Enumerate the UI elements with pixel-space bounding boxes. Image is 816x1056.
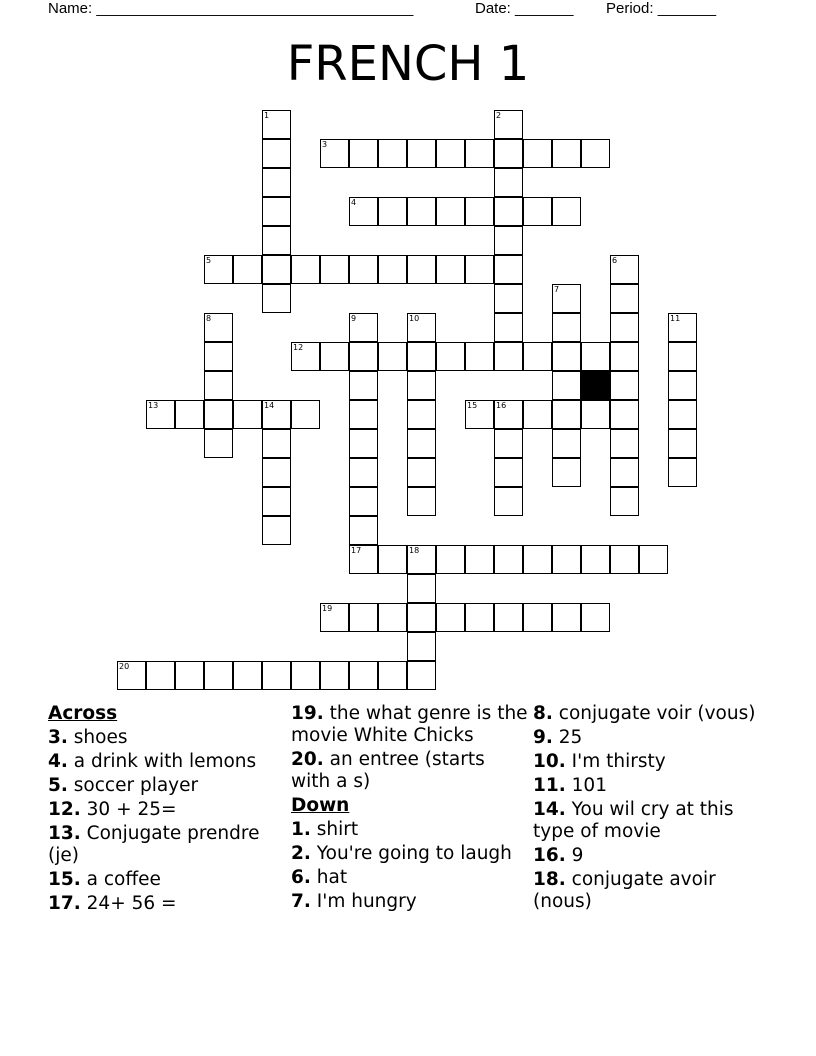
page-title: FRENCH 1 — [286, 36, 530, 92]
clue-text: Conjugate prendre (je) — [48, 823, 260, 866]
grid-cell[interactable] — [552, 429, 581, 458]
grid-cell[interactable] — [204, 255, 233, 284]
grid-cell[interactable] — [407, 603, 436, 632]
clue-text: 101 — [565, 775, 607, 796]
grid-cell[interactable] — [349, 458, 378, 487]
grid-cell[interactable] — [668, 429, 697, 458]
grid-cell[interactable] — [204, 342, 233, 371]
grid-cell[interactable] — [668, 458, 697, 487]
clue-number: 8. — [533, 703, 553, 724]
grid-cell[interactable] — [523, 603, 552, 632]
grid-cell[interactable] — [494, 197, 523, 226]
grid-cell[interactable] — [262, 197, 291, 226]
grid-cell[interactable] — [349, 371, 378, 400]
grid-cell[interactable] — [668, 371, 697, 400]
grid-cell[interactable] — [552, 545, 581, 574]
clue-item — [48, 823, 283, 867]
grid-cell[interactable] — [668, 313, 697, 342]
clue-item — [533, 751, 773, 773]
grid-cell[interactable] — [407, 255, 436, 284]
grid-cell[interactable] — [436, 342, 465, 371]
grid-cell[interactable] — [494, 603, 523, 632]
grid-cell[interactable] — [668, 400, 697, 429]
grid-cell[interactable] — [494, 255, 523, 284]
grid-cell[interactable] — [349, 342, 378, 371]
clue-item — [533, 727, 773, 749]
clue-text: a coffee — [80, 869, 161, 890]
clue-item — [291, 891, 529, 913]
clue-item — [48, 893, 283, 915]
grid-cell[interactable] — [320, 342, 349, 371]
clue-number: 13. — [48, 823, 81, 844]
clue-number-label: 14 — [264, 401, 275, 410]
clue-number-label: 16 — [496, 401, 507, 410]
grid-cell[interactable] — [494, 226, 523, 255]
name-field-label: Name: ______________________________________ — [48, 0, 414, 17]
clue-item — [48, 799, 283, 821]
grid-cell[interactable] — [378, 197, 407, 226]
grid-cell[interactable] — [523, 139, 552, 168]
grid-cell[interactable] — [349, 400, 378, 429]
clue-item — [291, 819, 529, 841]
grid-cell[interactable] — [262, 429, 291, 458]
clue-number-label: 19 — [322, 604, 333, 613]
grid-cell[interactable] — [378, 545, 407, 574]
clue-item — [533, 869, 773, 913]
clue-text: shirt — [310, 819, 359, 840]
grid-cell[interactable] — [552, 458, 581, 487]
clue-item — [48, 869, 283, 891]
down-heading: Down — [291, 795, 350, 816]
clue-text: soccer player — [67, 775, 199, 796]
grid-cell[interactable] — [552, 603, 581, 632]
grid-cell[interactable] — [262, 400, 291, 429]
grid-cell[interactable] — [233, 400, 262, 429]
grid-cell[interactable] — [465, 603, 494, 632]
grid-cell[interactable] — [610, 313, 639, 342]
clue-number: 1. — [291, 819, 311, 840]
grid-cell[interactable] — [610, 487, 639, 516]
down-clue-list-continued — [533, 703, 773, 913]
grid-cell[interactable] — [349, 603, 378, 632]
grid-cell[interactable] — [523, 400, 552, 429]
grid-cell[interactable] — [610, 458, 639, 487]
clue-item — [291, 703, 529, 747]
clue-item — [533, 845, 773, 867]
grid-black-cell — [581, 371, 610, 400]
clue-text: I'm thirsty — [565, 751, 666, 772]
grid-cell[interactable] — [465, 139, 494, 168]
grid-cell[interactable] — [494, 429, 523, 458]
clue-number: 18. — [533, 869, 566, 890]
clue-text: hat — [310, 867, 348, 888]
clue-item — [533, 703, 773, 725]
clue-item — [291, 867, 529, 889]
clue-text: You wil cry at this type of movie — [533, 799, 734, 842]
grid-cell[interactable] — [610, 284, 639, 313]
grid-cell[interactable] — [523, 197, 552, 226]
grid-cell[interactable] — [436, 545, 465, 574]
clue-text: the what genre is the movie White Chicks — [291, 703, 528, 746]
grid-cell[interactable] — [494, 313, 523, 342]
grid-cell[interactable] — [407, 139, 436, 168]
grid-cell[interactable] — [349, 516, 378, 545]
clue-number-label: 13 — [148, 401, 159, 410]
grid-cell[interactable] — [349, 313, 378, 342]
grid-cell[interactable] — [117, 661, 146, 690]
clue-item — [291, 749, 529, 793]
grid-cell[interactable] — [436, 139, 465, 168]
clue-number-label: 15 — [467, 401, 478, 410]
grid-cell[interactable] — [465, 197, 494, 226]
clue-number-label: 11 — [670, 314, 681, 323]
grid-cell[interactable] — [610, 400, 639, 429]
grid-cell[interactable] — [465, 400, 494, 429]
clue-number: 17. — [48, 893, 81, 914]
grid-cell[interactable] — [204, 400, 233, 429]
clue-text: You're going to laugh — [310, 843, 512, 864]
grid-cell[interactable] — [581, 545, 610, 574]
grid-cell[interactable] — [233, 255, 262, 284]
clue-number-label: 9 — [351, 314, 357, 323]
grid-cell[interactable] — [407, 400, 436, 429]
clue-number: 4. — [48, 751, 68, 772]
grid-cell[interactable] — [552, 400, 581, 429]
clue-number-label: 3 — [322, 140, 328, 149]
grid-cell[interactable] — [465, 545, 494, 574]
grid-cell[interactable] — [291, 255, 320, 284]
clue-item — [291, 843, 529, 865]
grid-cell[interactable] — [552, 313, 581, 342]
clue-text: 30 + 25= — [80, 799, 177, 820]
grid-cell[interactable] — [552, 139, 581, 168]
clue-item — [533, 775, 773, 797]
grid-cell[interactable] — [262, 168, 291, 197]
grid-cell[interactable] — [436, 255, 465, 284]
clue-text: conjugate avoir (nous) — [533, 869, 716, 912]
grid-cell[interactable] — [552, 371, 581, 400]
grid-cell[interactable] — [436, 197, 465, 226]
grid-cell[interactable] — [349, 197, 378, 226]
grid-cell[interactable] — [610, 545, 639, 574]
grid-cell[interactable] — [668, 342, 697, 371]
grid-cell[interactable] — [262, 487, 291, 516]
clue-number-label: 1 — [264, 111, 270, 120]
clue-text: I'm hungry — [310, 891, 417, 912]
grid-cell[interactable] — [610, 371, 639, 400]
grid-cell[interactable] — [175, 400, 204, 429]
grid-cell[interactable] — [349, 661, 378, 690]
grid-cell[interactable] — [407, 661, 436, 690]
grid-cell[interactable] — [262, 458, 291, 487]
grid-cell[interactable] — [407, 632, 436, 661]
grid-cell[interactable] — [349, 545, 378, 574]
across-heading: Across — [48, 703, 118, 724]
clue-text: an entree (starts with a s) — [291, 749, 485, 792]
clue-number-label: 17 — [351, 546, 362, 555]
grid-cell[interactable] — [494, 458, 523, 487]
clue-number-label: 7 — [554, 285, 560, 294]
grid-cell[interactable] — [291, 400, 320, 429]
grid-cell[interactable] — [494, 545, 523, 574]
grid-cell[interactable] — [407, 429, 436, 458]
period-field-label: Period: _______ — [606, 0, 717, 17]
grid-cell[interactable] — [378, 603, 407, 632]
grid-cell[interactable] — [494, 487, 523, 516]
clue-number: 6. — [291, 867, 311, 888]
grid-cell[interactable] — [581, 400, 610, 429]
grid-cell[interactable] — [378, 661, 407, 690]
clue-number-label: 4 — [351, 198, 357, 207]
grid-cell[interactable] — [204, 371, 233, 400]
grid-cell[interactable] — [262, 661, 291, 690]
grid-cell[interactable] — [204, 429, 233, 458]
clue-number: 19. — [291, 703, 324, 724]
grid-cell[interactable] — [175, 661, 204, 690]
grid-cell[interactable] — [523, 342, 552, 371]
grid-cell[interactable] — [233, 661, 262, 690]
clue-text: 25 — [552, 727, 583, 748]
clue-number: 5. — [48, 775, 68, 796]
grid-cell[interactable] — [262, 255, 291, 284]
grid-cell[interactable] — [494, 284, 523, 313]
down-clue-list — [291, 819, 529, 913]
clue-number: 20. — [291, 749, 324, 770]
grid-cell[interactable] — [436, 603, 465, 632]
grid-cell[interactable] — [378, 139, 407, 168]
clue-number: 2. — [291, 843, 311, 864]
grid-cell[interactable] — [581, 342, 610, 371]
grid-cell[interactable] — [407, 487, 436, 516]
clue-item — [48, 775, 283, 797]
grid-cell[interactable] — [262, 139, 291, 168]
clue-item — [533, 799, 773, 843]
clue-number: 10. — [533, 751, 566, 772]
grid-cell[interactable] — [552, 342, 581, 371]
grid-cell[interactable] — [610, 429, 639, 458]
grid-cell[interactable] — [552, 197, 581, 226]
clue-number-label: 6 — [612, 256, 618, 265]
across-clue-list — [48, 727, 283, 915]
grid-cell[interactable] — [262, 110, 291, 139]
grid-cell[interactable] — [349, 255, 378, 284]
grid-cell[interactable] — [494, 139, 523, 168]
grid-cell[interactable] — [407, 313, 436, 342]
grid-cell[interactable] — [204, 313, 233, 342]
clue-number-label: 10 — [409, 314, 420, 323]
grid-cell[interactable] — [262, 516, 291, 545]
grid-cell[interactable] — [349, 487, 378, 516]
grid-cell[interactable] — [320, 139, 349, 168]
grid-cell[interactable] — [494, 400, 523, 429]
clue-number: 7. — [291, 891, 311, 912]
grid-cell[interactable] — [465, 255, 494, 284]
clue-text: a drink with lemons — [67, 751, 257, 772]
grid-cell[interactable] — [378, 342, 407, 371]
grid-cell[interactable] — [407, 371, 436, 400]
clue-number-label: 8 — [206, 314, 212, 323]
grid-cell[interactable] — [291, 661, 320, 690]
grid-cell[interactable] — [581, 603, 610, 632]
grid-cell[interactable] — [407, 342, 436, 371]
clues-column-3 — [533, 703, 773, 915]
grid-cell[interactable] — [610, 342, 639, 371]
clue-number: 15. — [48, 869, 81, 890]
clue-number-label: 20 — [119, 662, 130, 671]
clue-number: 16. — [533, 845, 566, 866]
grid-cell[interactable] — [465, 342, 494, 371]
grid-cell[interactable] — [494, 110, 523, 139]
clue-text: shoes — [67, 727, 128, 748]
clue-number: 14. — [533, 799, 566, 820]
clue-number: 12. — [48, 799, 81, 820]
clue-number-label: 5 — [206, 256, 212, 265]
clue-number: 11. — [533, 775, 566, 796]
clue-text: conjugate voir (vous) — [552, 703, 756, 724]
grid-cell[interactable] — [146, 661, 175, 690]
grid-cell[interactable] — [262, 226, 291, 255]
date-field-label: Date: _______ — [475, 0, 574, 17]
clue-item — [48, 751, 283, 773]
grid-cell[interactable] — [204, 661, 233, 690]
grid-cell[interactable] — [407, 574, 436, 603]
grid-cell[interactable] — [378, 255, 407, 284]
grid-cell[interactable] — [610, 255, 639, 284]
clue-number-label: 2 — [496, 111, 502, 120]
clue-number-label: 12 — [293, 343, 304, 352]
clues-column-1 — [48, 703, 283, 917]
grid-cell[interactable] — [291, 342, 320, 371]
grid-cell[interactable] — [523, 545, 552, 574]
clues-column-2 — [291, 703, 529, 915]
grid-cell[interactable] — [407, 197, 436, 226]
grid-cell[interactable] — [320, 661, 349, 690]
grid-cell[interactable] — [262, 284, 291, 313]
grid-cell[interactable] — [581, 139, 610, 168]
grid-cell[interactable] — [349, 429, 378, 458]
across-clue-list-continued — [291, 703, 529, 793]
grid-cell[interactable] — [639, 545, 668, 574]
clue-text: 9 — [565, 845, 584, 866]
clue-number-label: 18 — [409, 546, 420, 555]
grid-cell[interactable] — [320, 603, 349, 632]
grid-cell[interactable] — [494, 342, 523, 371]
grid-cell[interactable] — [407, 545, 436, 574]
grid-cell[interactable] — [349, 139, 378, 168]
clue-number: 3. — [48, 727, 68, 748]
grid-cell[interactable] — [146, 400, 175, 429]
grid-cell[interactable] — [494, 168, 523, 197]
grid-cell[interactable] — [320, 255, 349, 284]
clue-number: 9. — [533, 727, 553, 748]
grid-cell[interactable] — [552, 284, 581, 313]
clue-item — [48, 727, 283, 749]
grid-cell[interactable] — [407, 458, 436, 487]
clue-text: 24+ 56 = — [80, 893, 177, 914]
